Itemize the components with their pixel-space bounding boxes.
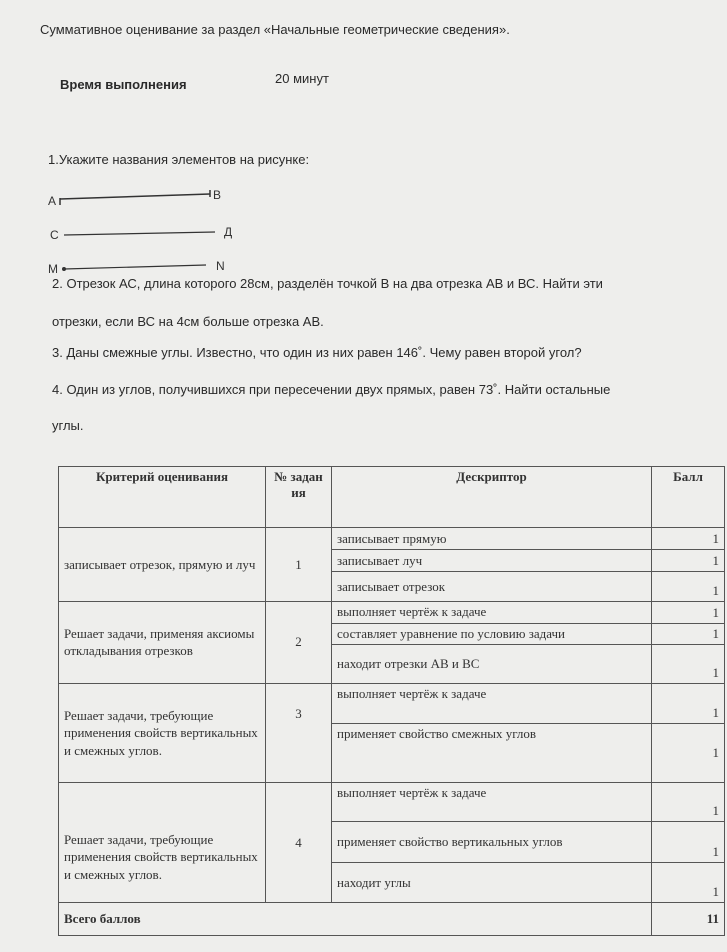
score-cell: 1 (652, 623, 725, 644)
table-header-row (59, 467, 725, 528)
descriptor-cell: составляет уравнение по условию задачи (332, 623, 652, 644)
line-cd (64, 232, 215, 235)
descriptor-cell: применяет свойство вертикальных углов (332, 822, 652, 863)
question-2-line1: 2. Отрезок АС, длина которого 28см, разделён точкой В на два отрезка АВ и ВС. Найти эти (52, 276, 603, 291)
header-score: Балл (652, 467, 725, 528)
label-a: A (48, 194, 57, 208)
score-cell: 1 (652, 550, 725, 571)
task-number-cell: 3 (266, 683, 332, 783)
time-value: 20 минут (275, 71, 329, 86)
criterion-cell: Решает задачи, требующие применения свойств вертикальных и смежных углов. (59, 783, 266, 903)
descriptor-cell: выполняет чертёж к задаче (332, 602, 652, 623)
question-4-line1: 4. Один из углов, получившихся при пересечении двух прямых, равен 73˚. Найти остальные (52, 382, 611, 397)
header-descriptor: Дескриптор (332, 467, 652, 528)
page-title: Суммативное оценивание за раздел «Начальные геометрические сведения». (40, 22, 510, 37)
question-4-line2: углы. (52, 418, 84, 433)
criterion-cell: Решает задачи, требующие применения свойств вертикальных и смежных углов. (59, 683, 266, 783)
criterion-cell: Решает задачи, применяя аксиомы откладывания отрезков (59, 602, 266, 683)
descriptor-cell: записывает отрезок (332, 571, 652, 602)
table-row (59, 683, 725, 724)
descriptor-cell: применяет свойство смежных углов (332, 724, 652, 783)
table-row (59, 602, 725, 623)
descriptor-cell: записывает луч (332, 550, 652, 571)
criterion-cell: записывает отрезок, прямую и луч (59, 528, 266, 602)
label-m: M (48, 262, 58, 276)
score-cell: 1 (652, 683, 725, 724)
score-cell: 1 (652, 783, 725, 822)
question-2-line2: отрезки, если ВС на 4см больше отрезка АВ. (52, 314, 324, 329)
table-row (59, 783, 725, 822)
table-row (59, 528, 725, 550)
ray-mn (64, 265, 206, 269)
label-c: C (50, 228, 59, 242)
assessment-table (58, 466, 725, 936)
header-criterion: Критерий оценивания (59, 467, 266, 528)
segment-ab (60, 194, 210, 199)
label-n: N (216, 259, 225, 273)
task-number-cell: 1 (266, 528, 332, 602)
score-cell: 1 (652, 724, 725, 783)
descriptor-cell: находит отрезки АВ и ВС (332, 645, 652, 684)
total-value: 11 (652, 903, 725, 936)
question-3: 3. Даны смежные углы. Известно, что один из них равен 146˚. Чему равен второй угол? (52, 345, 582, 360)
descriptor-cell: выполняет чертёж к задаче (332, 783, 652, 822)
time-label: Время выполнения (60, 77, 187, 92)
score-cell: 1 (652, 602, 725, 623)
score-cell: 1 (652, 862, 725, 903)
question-1: 1.Укажите названия элементов на рисунке: (48, 152, 310, 167)
header-task-no: № задан ия (266, 467, 332, 528)
label-d: Д (224, 225, 233, 239)
descriptor-cell: записывает прямую (332, 528, 652, 550)
score-cell: 1 (652, 645, 725, 684)
table-total-row (59, 903, 725, 936)
geometry-figure (40, 185, 260, 280)
task-number-cell: 4 (266, 783, 332, 903)
task-number-cell: 2 (266, 602, 332, 683)
score-cell: 1 (652, 528, 725, 550)
descriptor-cell: выполняет чертёж к задаче (332, 683, 652, 724)
total-label: Всего баллов (59, 903, 652, 936)
descriptor-cell: находит углы (332, 862, 652, 903)
score-cell: 1 (652, 822, 725, 863)
score-cell: 1 (652, 571, 725, 602)
label-b: B (213, 188, 222, 202)
